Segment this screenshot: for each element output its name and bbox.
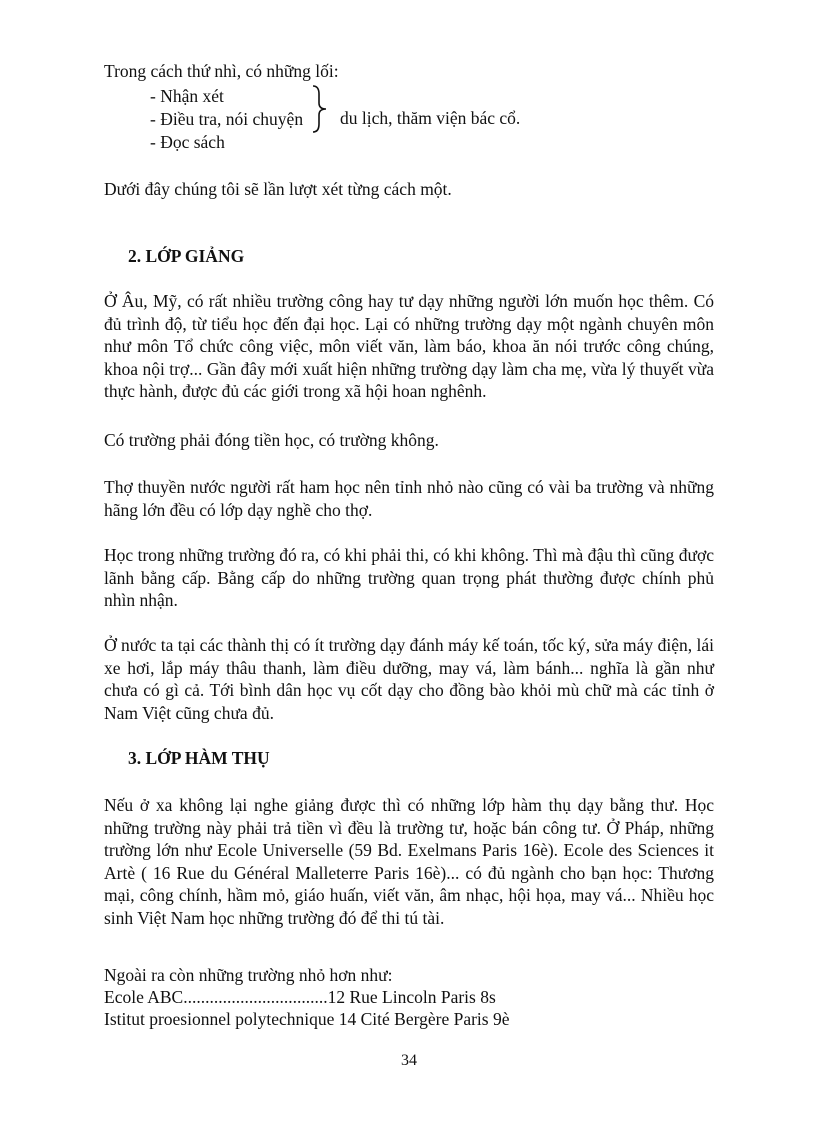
brace-annotation: du lịch, thăm viện bác cổ. [340,108,521,128]
section-heading-2: 2. LỚP GIẢNG [128,246,245,266]
intro-summary: Dưới đây chúng tôi sẽ lần lượt xét từng cách một. [104,179,452,199]
paragraph: Nếu ở xa không lại nghe giảng được thì có những lớp hàm thụ dạy bằng thư. Học những trường này phải trả tiền vì đều là trường tư, hoặc bán công tư. Ở Pháp, những trường lớn như Ecole Universelle (59 Bd. Exelmans Paris 16è). Ecole des Sciences it Artè ( 16 Rue du Général Malleterre Paris 16è)... có đủ ngành cho bạn học: Thương mại, công chính, hầm mỏ, giáo huấn, viết văn, âm nhạc, hội họa, may vá... Nhiều học sinh Việt Nam học những trường đó để thi tú tài. [104,795,714,928]
paragraph: Ở nước ta tại các thành thị có ít trường dạy đánh máy kế toán, tốc ký, sửa máy điện, lái xe hơi, lắp máy thâu thanh, làm điều dưỡng, may vá, làm bánh... nghĩa là gần như chưa có gì cả. Tới bình dân học vụ cốt dạy cho đồng bào khỏi mù chữ mà các tỉnh ở Nam Việt cũng chưa đủ. [104,635,714,723]
list-item: - Đọc sách [150,132,225,152]
paragraph: Thợ thuyền nước người rất ham học nên tỉnh nhỏ nào cũng có vài ba trường và những hãng lớn đều có lớp dạy nghề cho thợ. [104,477,714,520]
page-number: 34 [401,1052,417,1069]
right-brace-icon [311,84,329,134]
school-entry: Istitut proesionnel polytechnique 14 Cité Bergère Paris 9è [104,1009,510,1029]
paragraph: Có trường phải đóng tiền học, có trường không. [104,430,439,450]
list-item: - Điều tra, nói chuyện [150,109,304,129]
section-heading-3: 3. LỚP HÀM THỤ [128,748,270,768]
paragraph: Ở Âu, Mỹ, có rất nhiều trường công hay tư dạy những người lớn muốn học thêm. Có đủ trình độ, từ tiểu học đến đại học. Lại có những trường dạy một ngành chuyên môn như môn Tổ chức công việc, môn viết văn, làm báo, khoa ăn nói trước công chúng, khoa nội trợ... Gần đây mới xuất hiện những trường dạy làm cha mẹ, vừa lý thuyết vừa thực hành, được đủ các giới trong xã hội hoan nghênh. [104,291,714,402]
document-page [104,0,714,1123]
intro-line: Trong cách thứ nhì, có những lối: [104,61,339,81]
list-item: - Nhận xét [150,86,224,106]
paragraph: Học trong những trường đó ra, có khi phải thi, có khi không. Thì mà đậu thì cũng được lãnh bằng cấp. Bằng cấp do những trường quan trọng phát thường được chính phủ nhìn nhận. [104,545,714,611]
school-entry: Ecole ABC.................................12 Rue Lincoln Paris 8s [104,987,496,1007]
list-intro: Ngoài ra còn những trường nhỏ hơn như: [104,965,393,985]
